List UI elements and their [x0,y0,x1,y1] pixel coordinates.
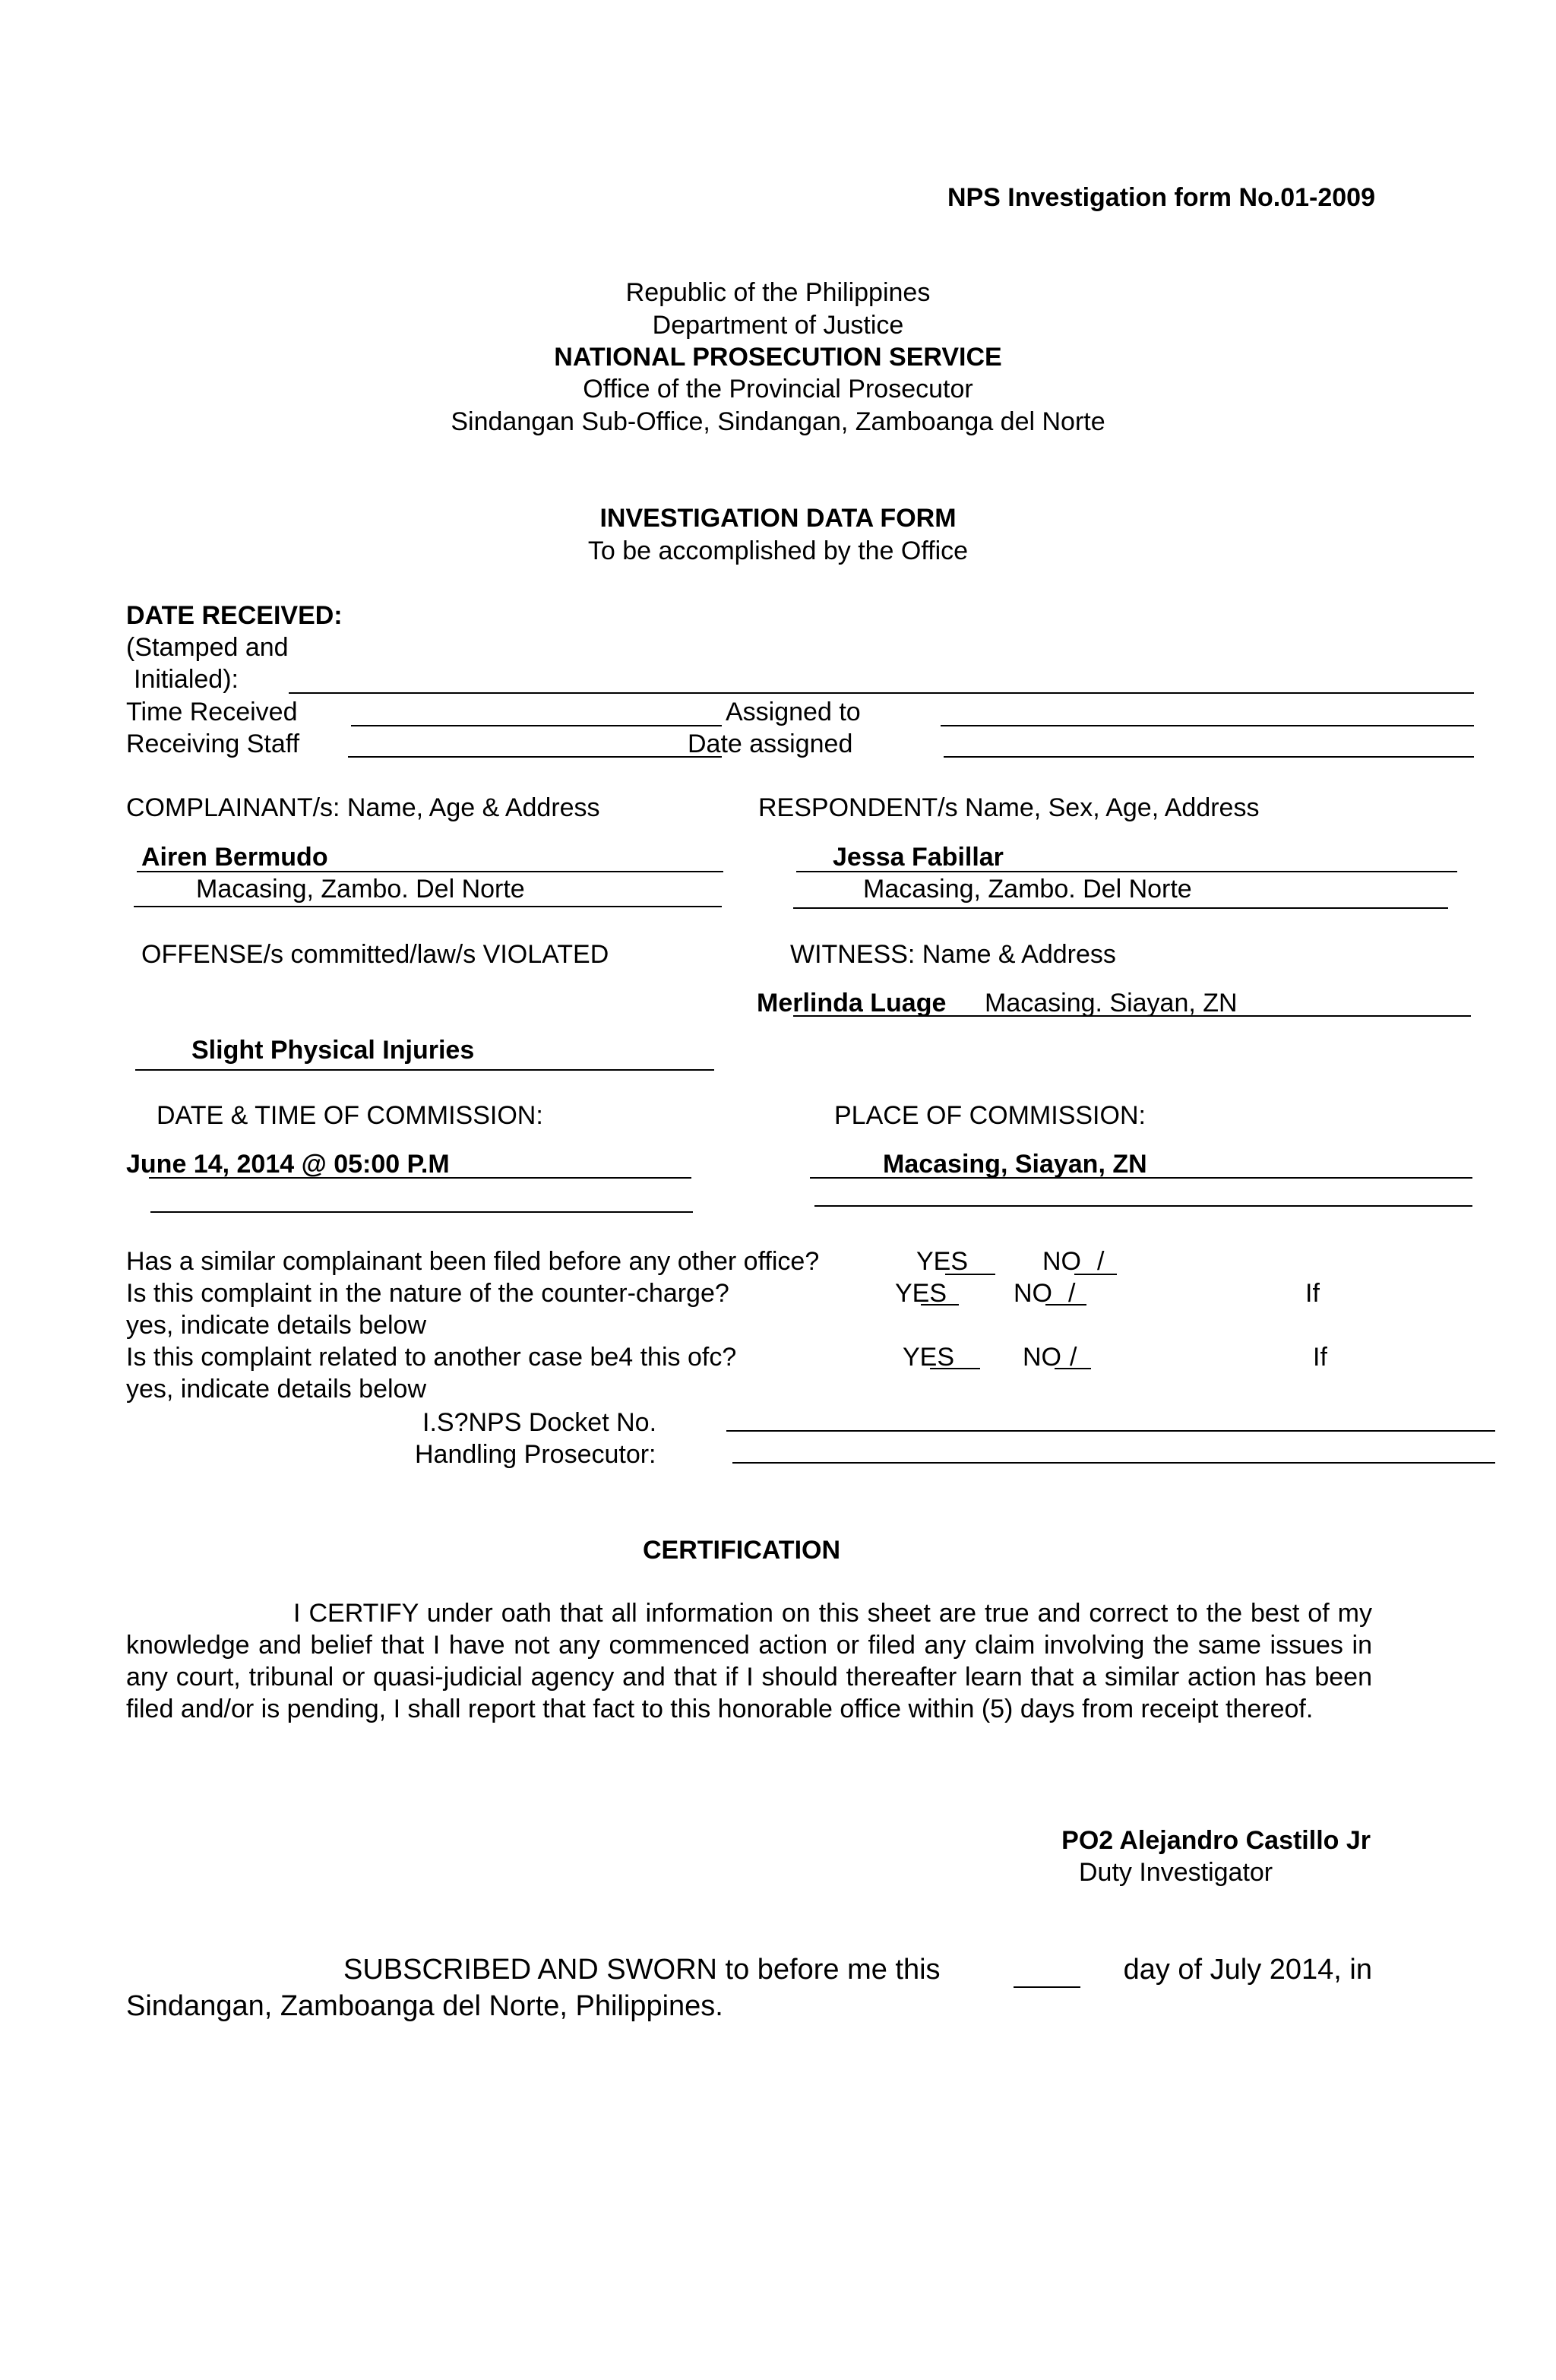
date-time-value: June 14, 2014 @ 05:00 P.M [126,1150,450,1179]
time-received-label: Time Received [126,698,298,726]
header-office: Office of the Provincial Prosecutor [583,375,973,404]
place-label: PLACE OF COMMISSION: [834,1101,1146,1130]
date-time-label: DATE & TIME OF COMMISSION: [157,1101,543,1130]
complainant-name: Airen Bermudo [141,843,328,872]
q3-yes[interactable]: YES [903,1343,955,1372]
complainant-label: COMPLAINANT/s: Name, Age & Address [126,793,600,822]
question-related-case: Is this complaint related to another case be4 this ofc? [126,1343,737,1372]
q2-yes[interactable]: YES [895,1279,947,1308]
header-department: Department of Justice [652,311,904,340]
assigned-to-line[interactable] [941,725,1474,726]
q2-details: yes, indicate details below [126,1311,427,1340]
question-counter-charge: Is this complaint in the nature of the counter-charge? [126,1279,729,1308]
q1-yes-blank[interactable] [945,1274,995,1275]
signatory-name: PO2 Alejandro Castillo Jr [1061,1826,1371,1855]
prosecutor-line[interactable] [732,1462,1495,1464]
complainant-address: Macasing, Zambo. Del Norte [196,875,525,904]
q1-no-mark: / [1097,1247,1105,1276]
q3-if: If [1313,1343,1327,1372]
q3-no-blank[interactable] [1055,1368,1091,1369]
certification-title: CERTIFICATION [643,1536,841,1565]
q3-details: yes, indicate details below [126,1375,427,1404]
header-republic: Republic of the Philippines [625,278,931,307]
q3-no[interactable]: NO [1023,1343,1061,1372]
form-number: NPS Investigation form No.01-2009 [947,183,1375,212]
initialed-label: Initialed): [134,665,239,694]
form-subtitle: To be accomplished by the Office [587,536,969,565]
q2-no[interactable]: NO [1014,1279,1052,1308]
place-line[interactable] [810,1177,1472,1179]
complainant-name-line[interactable] [137,871,723,872]
witness-name: Merlinda Luage [757,989,947,1018]
q1-no-blank[interactable] [1074,1274,1117,1275]
respondent-address: Macasing, Zambo. Del Norte [863,875,1192,904]
jurat-line2: Sindangan, Zamboanga del Norte, Philippines. [126,1990,723,2022]
receiving-staff-label: Receiving Staff [126,730,300,758]
place-value: Macasing, Siayan, ZN [883,1150,1147,1179]
form-title: INVESTIGATION DATA FORM [599,504,957,533]
q2-if: If [1305,1279,1320,1308]
respondent-name: Jessa Fabillar [833,843,1004,872]
date-time-line[interactable] [149,1177,691,1179]
q2-no-blank[interactable] [1045,1304,1086,1306]
complainant-address-line[interactable] [134,906,722,907]
date-assigned-label: Date assigned [688,730,853,758]
offense-line[interactable] [135,1069,714,1071]
jurat-part2: day of July 2014, in [1123,1954,1372,1986]
date-received-label: DATE RECEIVED: [126,601,343,630]
q2-yes-blank[interactable] [921,1304,959,1306]
question-similar-complaint: Has a similar complainant been filed before any other office? [126,1247,820,1276]
signatory-title: Duty Investigator [1079,1858,1273,1887]
date-assigned-line[interactable] [944,756,1474,758]
docket-label: I.S?NPS Docket No. [422,1408,657,1437]
witness-address: Macasing. Siayan, ZN [985,989,1238,1018]
q3-no-mark: / [1070,1343,1077,1372]
q1-yes[interactable]: YES [916,1247,969,1276]
q3-yes-blank[interactable] [930,1368,980,1369]
receiving-staff-line[interactable] [348,756,722,758]
witness-line[interactable] [793,1015,1471,1017]
place-line-2[interactable] [814,1205,1472,1207]
witness-label: WITNESS: Name & Address [790,940,1116,969]
jurat-part1: SUBSCRIBED AND SWORN to before me this [343,1954,941,1986]
prosecutor-label: Handling Prosecutor: [415,1440,656,1469]
respondent-name-line[interactable] [796,871,1457,872]
certification-text: I CERTIFY under oath that all information on this sheet are true and correct to the best of my knowledge and belief that I have not any commenced action or filed any claim involving the same issues in any court, tribunal or quasi-judicial agency and that if I should thereafter learn that a similar action has been filed and/or is pending, I shall report that fact to this honorable office within (5) days from receipt thereof. [126,1599,1372,1723]
docket-line[interactable] [726,1430,1495,1432]
respondent-label: RESPONDENT/s Name, Sex, Age, Address [758,793,1260,822]
header-sub-office: Sindangan Sub-Office, Sindangan, Zamboanga del Norte [451,407,1105,436]
time-received-line[interactable] [351,725,722,726]
assigned-to-label: Assigned to [726,698,861,726]
q2-no-mark: / [1068,1279,1076,1308]
stamped-line[interactable] [289,692,1474,694]
q1-no[interactable]: NO [1042,1247,1081,1276]
header-service: NATIONAL PROSECUTION SERVICE [554,343,1002,372]
offense-label: OFFENSE/s committed/law/s VIOLATED [141,940,609,969]
jurat-day-blank[interactable] [1014,1986,1080,1988]
date-time-line-2[interactable] [150,1211,693,1213]
stamped-label: (Stamped and [126,633,289,662]
offense-value: Slight Physical Injuries [191,1036,475,1065]
respondent-address-line[interactable] [793,907,1448,909]
